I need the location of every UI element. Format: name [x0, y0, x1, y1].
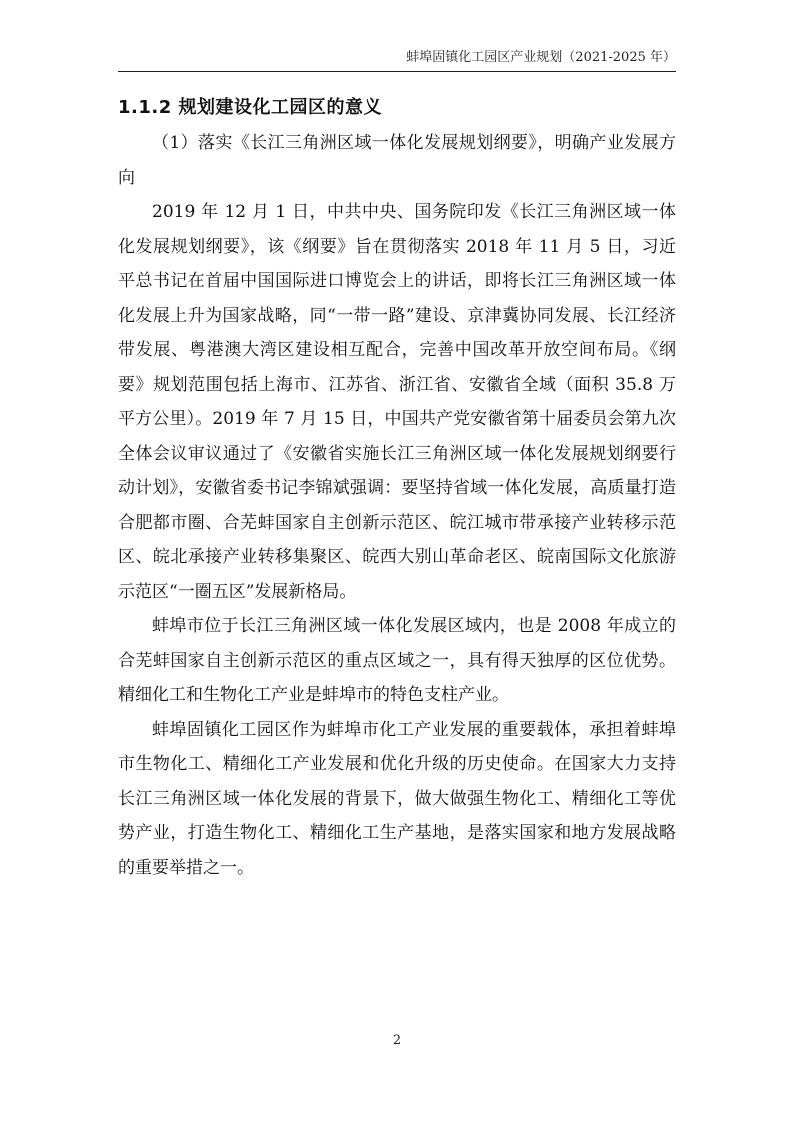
- subsection-heading-paragraph: （1）落实《长江三角洲区域一体化发展规划纲要》，明确产业发展方向: [118, 133, 676, 188]
- body-text: [118, 126, 676, 885]
- body-paragraph: 蚌埠固镇化工园区作为蚌埠市化工产业发展的重要载体，承担着蚌埠市生物化工、精细化工产业发展和优化升级的历史使命。在国家大力支持长江三角洲区域一体化发展的背景下，做大做强生物化工、精细化工等优势产业，打造生物化工、精细化工生产基地，是落实国家和地方发展战略的重要举措之一。: [118, 719, 676, 878]
- body-paragraph: 蚌埠市位于长江三角洲区域一体化发展区域内，也是 2008 年成立的合芜蚌国家自主创新示范区的重点区域之一，具有得天独厚的区位优势。精细化工和生物化工产业是蚌埠市的特色支柱产业。: [118, 616, 676, 705]
- body-paragraph: 2019 年 12 月 1 日，中共中央、国务院印发《长江三角洲区域一体化发展规划纲要》，该《纲要》旨在贯彻落实 2018 年 11 月 5 日，习近平总书记在首届中国国际进口博览会上的讲话，即将长江三角洲区域一体化发展上升为国家战略，同“一带一路”建设、京津冀协同发展、长江经济带发展、粤港澳大湾区建设相互配合，完善中国改革开放空间布局。《纲要》规划范围包括上海市、江苏省、浙江省、安徽省全域（面积 35.8 万平方公里）。2019 年 7 月 15 日，中国共产党安徽省第十届委员会第九次全体会议审议通过了《安徽省实施长江三角洲区域一体化发展规划纲要行动计划》，安徽省委书记李锦斌强调：要坚持省域一体化发展，高质量打造合肥都市圈、合芜蚌国家自主创新示范区、皖江城市带承接产业转移示范区、皖北承接产业转移集聚区、皖西大别山革命老区、皖南国际文化旅游示范区“一圈五区”发展新格局。: [118, 202, 676, 602]
- page-number: 2: [392, 1033, 402, 1048]
- section-heading: 1.1.2 规划建设化工园区的意义: [118, 97, 383, 118]
- header-divider: [118, 71, 676, 72]
- running-header: 蚌埠固镇化工园区产业规划（2021-2025 年）: [406, 50, 676, 65]
